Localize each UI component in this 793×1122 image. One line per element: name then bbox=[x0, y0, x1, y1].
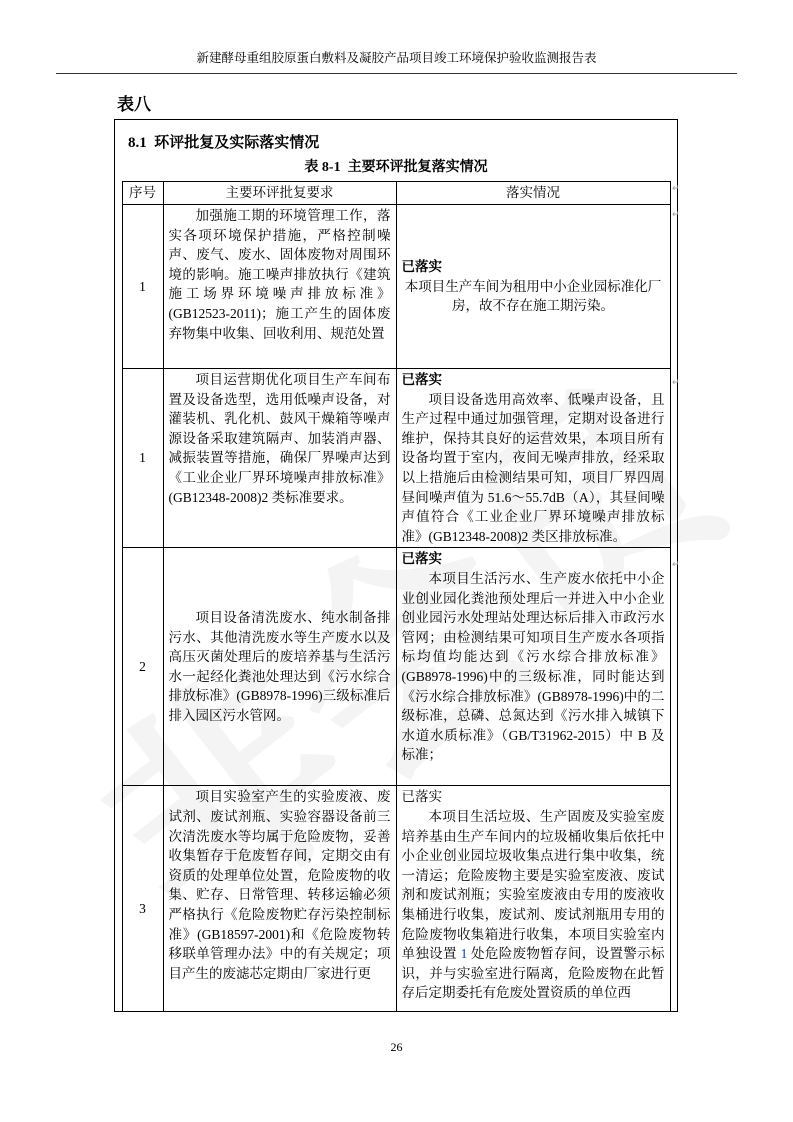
requirement-text: 项目实验室产生的实验废液、废试剂、废试剂瓶、实验容器设备前三次清洗废水等均属于危险废物，妥善收集暂存于危废暂存间，定期交由有资质的处理单位处置，危险废物的收集、贮存、日常管理、转移运输必须严格执行《危险废物贮存污染控制标准》(GB18597-2001)和《危险废物转移联单管理办法》中的有关规定；项目产生的废滤芯定期由厂家进行更 bbox=[168, 789, 391, 981]
section-title: 8.1 环评批复及实际落实情况 bbox=[128, 135, 320, 151]
status-cell bbox=[396, 786, 670, 1012]
status-text: 本项目生活污水、生产废水依托中小企业创业园化粪池预处理后一并进入中小企业创业园污水处理站处理达标后排入市政污水管网；由检测结果可知项目生产废水各项指标均值均能达到《污水综合排放标准》(GB8978-1996)中的三级标准，同时能达到《污水综合排放标准》(GB8978-1996)中的二级标准，总磷、总氮达到《污水排入城镇下水道水质标准》（GB/T31962-2015）中 B 及标准； bbox=[401, 570, 665, 763]
seq-cell: 1 bbox=[122, 205, 163, 369]
requirement-text: 加强施工期的环境管理工作，落实各项环境保护措施，严格控制噪声、废气、废水、固体废物对周围环境的影响。施工噪声排放执行《建筑施工场界环境噪声排放标准》(GB12523-2011)；施工产生的固体废弃物集中收集、回收利用、规范处置 bbox=[168, 208, 391, 341]
document-header-title: 新建酵母重组胶原蛋白敷料及凝胶产品项目竣工环境保护验收监测报告表 bbox=[196, 51, 597, 65]
status-cell bbox=[396, 205, 670, 369]
table-caption: 表 8-1 主要环评批复落实情况 bbox=[304, 160, 488, 175]
seq-cell: 2 bbox=[122, 548, 163, 786]
status-label: 已落实 bbox=[401, 259, 442, 275]
table-row bbox=[122, 786, 670, 1012]
table-row bbox=[122, 205, 670, 369]
requirement-text: 项目运营期优化项目生产车间布置及设备选型，选用低噪声设备，对灌装机、乳化机、鼓风干燥箱等噪声源设备采取建筑隔声、加装消声器、减振装置等措施，确保厂界噪声达到《工业企业厂界环境噪声排放标准》(GB12348-2008)2 类标准要求。 bbox=[168, 372, 391, 505]
column-header-seq: 序号 bbox=[122, 182, 163, 205]
status-text: 项目设备选用高效率、低噪声设备，且生产过程中通过加强管理，定期对设备进行维护，保持其良好的运营效果，本项目所有设备均置于室内，夜间无噪声排放，经采取以上措施后由检测结果可知，项目厂界四周昼间噪声值为 51.6～55.7dB（A），其昼间噪声值符合《工业企业厂界环境噪声排放标准》(GB12348-2008)2 类区排放标准。 bbox=[401, 391, 665, 544]
column-header-requirement: 主要环评批复要求 bbox=[163, 182, 396, 205]
seq-cell: 3 bbox=[122, 786, 163, 1012]
table-row bbox=[122, 548, 670, 786]
status-text-part: 处危险废物暂存间，设置警示标识，并与实验室进行隔离，危险废物在此暂存后定期委托有危废处置资质的单位西 bbox=[401, 946, 665, 1001]
paragraph-mark: ↵ bbox=[672, 210, 680, 220]
status-cell bbox=[396, 369, 670, 548]
approval-implementation-table bbox=[122, 181, 671, 1012]
status-text bbox=[402, 807, 665, 1003]
page-number: 26 bbox=[390, 1040, 403, 1054]
column-header-status: 落实情况 bbox=[396, 182, 670, 205]
table-eight-label: 表八 bbox=[117, 95, 151, 114]
status-text-part: 本项目生活垃圾、生产固废及实验室废培养基由生产车间内的垃圾桶收集后依托中小企业创业园垃圾收集点进行集中收集，统一清运；危险废物主要是实验室废液、废试剂和废试剂瓶；实验室废液由专用的废液收集桶进行收集，废试剂、废试剂瓶用专用的危险废物收集箱进行收集，本项目实验室内单独设置 bbox=[401, 808, 665, 962]
paragraph-mark: ↵ bbox=[672, 184, 680, 194]
section-frame bbox=[114, 119, 678, 1012]
requirement-text: 项目设备清洗废水、纯水制备排污水、其他清洗废水等生产废水以及高压灭菌处理后的废培养基与生活污水一起经化粪池处理达到《污水综合排放标准》(GB8978-1996)三级标准后排入园区污水管网。 bbox=[168, 610, 391, 724]
status-cell bbox=[396, 548, 670, 786]
paragraph-mark: ↵ bbox=[672, 560, 680, 570]
requirement-cell bbox=[163, 548, 396, 786]
highlighted-count: 1 bbox=[460, 946, 468, 962]
requirement-cell bbox=[163, 786, 396, 1012]
table-header-row bbox=[122, 182, 670, 205]
status-label: 已落实 bbox=[401, 789, 442, 805]
table-row bbox=[122, 369, 670, 548]
status-label: 已落实 bbox=[401, 551, 442, 567]
paragraph-mark: ↵ bbox=[672, 378, 680, 388]
header-divider bbox=[56, 73, 737, 74]
status-label: 已落实 bbox=[401, 372, 442, 387]
status-text: 本项目生产车间为租用中小企业园标准化厂房，故不存在施工期污染。 bbox=[404, 278, 662, 314]
seq-cell: 1 bbox=[122, 369, 163, 548]
requirement-cell bbox=[163, 205, 396, 369]
requirement-cell bbox=[163, 369, 396, 548]
